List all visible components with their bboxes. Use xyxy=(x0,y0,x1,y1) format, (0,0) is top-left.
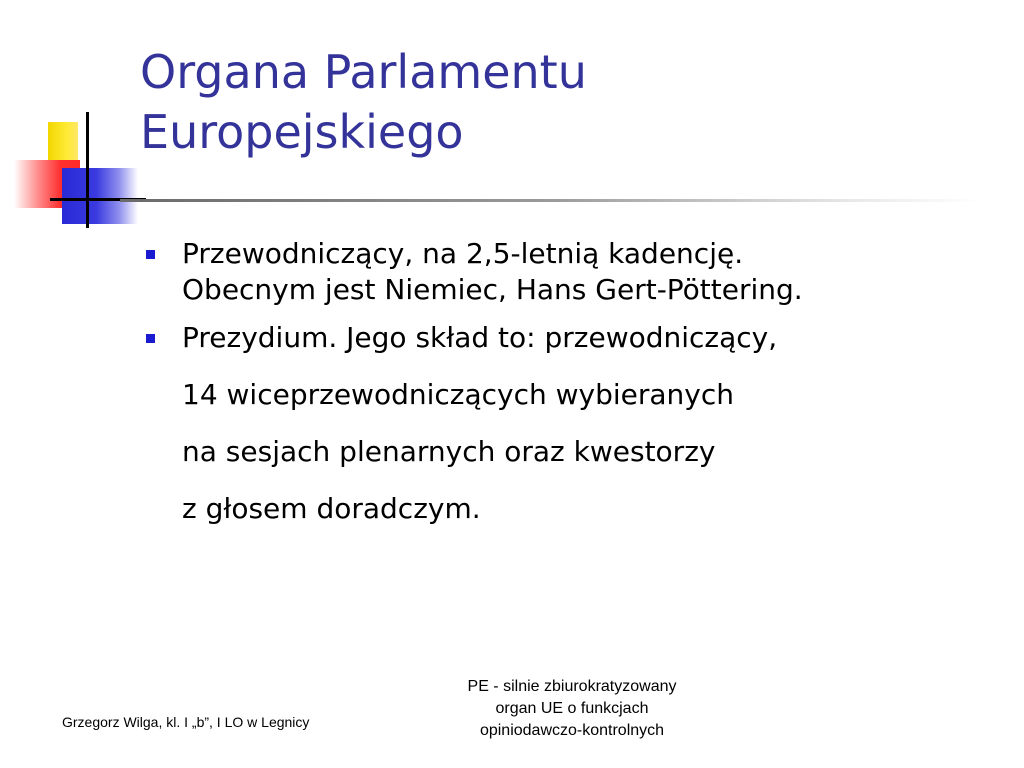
square-bullet-icon xyxy=(146,334,155,343)
footer-caption xyxy=(420,676,724,742)
bullet-item xyxy=(140,236,1000,308)
slide-title xyxy=(140,42,1000,162)
title-underline-rule xyxy=(120,199,980,202)
bullet-text-line: na sesjach plenarnych oraz kwestorzy xyxy=(182,435,716,468)
blue-square-decoration xyxy=(62,168,138,224)
bullet-list xyxy=(140,236,1000,527)
footer-caption-line: PE - silnie zbiurokratyzowany xyxy=(467,678,677,695)
footer-author: Grzegorz Wilga, kl. I „b”, I LO w Legnicy xyxy=(62,714,310,730)
square-bullet-icon xyxy=(146,250,155,259)
title-line: Europejskiego xyxy=(140,105,464,159)
vertical-line-decoration xyxy=(86,112,89,228)
bullet-text-line: Przewodniczący, na 2,5-letnią kadencję. xyxy=(182,237,744,270)
bullet-item xyxy=(140,320,1000,527)
bullet-text-line: Obecnym jest Niemiec, Hans Gert-Pöttering. xyxy=(182,273,803,306)
footer-caption-line: organ UE o funkcjach xyxy=(495,700,649,717)
bullet-text-line: 14 wiceprzewodniczących wybieranych xyxy=(182,378,735,411)
title-line: Organa Parlamentu xyxy=(140,45,587,99)
bullet-text-line: z głosem doradczym. xyxy=(182,492,481,525)
bullet-text-line: Prezydium. Jego skład to: przewodniczący, xyxy=(182,321,778,354)
footer-caption-line: opiniodawczo-kontrolnych xyxy=(479,722,665,739)
